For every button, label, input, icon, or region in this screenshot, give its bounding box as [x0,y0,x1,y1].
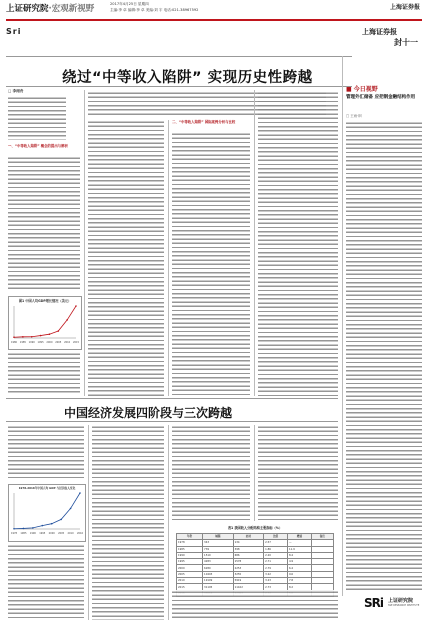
subhead-b: 二、“中等收入陷阱” 国际案例分析与比较 [172,120,236,124]
column-4-text [258,91,338,396]
table-cell: 2.71 [264,559,288,565]
column-divider [88,425,89,620]
chart-2 [8,484,86,542]
x-tick-label: 1980 [10,341,18,344]
sidebar-tag: ■ 今日视野 [346,86,378,93]
data-point [13,336,15,338]
table-cell: 398 [233,546,264,552]
column-2-text [88,120,164,396]
table-cell: 7.8 [287,578,311,584]
table-cell: — [287,540,311,546]
sidebar-title: 管理外汇储备 应把钢金融结构作用 [346,95,416,100]
table-cell: 6.4 [287,565,311,571]
masthead-rule [6,19,422,21]
table-cell: 9.6 [287,571,311,577]
article-author: □ 李雨舟 [8,89,24,93]
brand-subtitle: ·宏观新视野 [48,4,95,14]
column-divider [84,90,85,396]
x-tick-label: 2005 [58,532,65,535]
x-tick-label: 2005 [55,341,62,344]
x-tick-label: 1990 [28,341,35,344]
data-point [49,333,51,335]
table-header-cell: 比值 [264,534,288,540]
data-point [57,330,59,332]
x-tick-label: 2010 [64,341,71,344]
headline-rule-bottom [6,86,352,87]
data-point [51,523,53,525]
table-cell: 1978 [177,540,203,546]
table-cell: 3255 [233,571,264,577]
headline-rule-top [6,56,352,57]
data-point [32,527,34,529]
headline2-rule-top [6,398,338,399]
table-title: 表1 我国收入分配结构主要指标（%） [227,526,283,530]
table-cell: 739 [203,546,234,552]
column-1-text-lower [8,352,80,394]
table-cell: 11422 [233,584,264,590]
x-tick-label: 1978 [10,532,18,535]
table-cell: 3.22 [264,571,288,577]
chart-2-title: 1978-2016年中国人均 GDP 与居民收入变化 [18,486,76,490]
data-table [176,533,334,597]
table-header-cell: 城镇 [203,534,234,540]
data-point [66,319,68,321]
column-divider [168,120,169,396]
footer-logo-mark: SRi [364,596,383,610]
series-line [14,306,76,337]
table-cell: 2000 [177,565,203,571]
table-cell: 31195 [203,584,234,590]
article-lead-text [8,96,66,140]
table-cell: 2.79 [264,565,288,571]
x-tick-label: 2015 [72,341,79,344]
table-cell: 2.73 [264,584,288,590]
x-tick-label: 2016 [76,532,83,535]
table-cell: 343 [203,540,234,546]
brand-title: 上证研究院·宏观新视野 [6,4,95,14]
table-cell: 1.86 [264,546,288,552]
table-cell: 19109 [203,578,234,584]
table-cell: 8.4 [287,552,311,558]
table-cell: 686 [233,552,264,558]
article2-closing-text [172,590,338,620]
sidebar-author: □ 王雨·荆 [346,114,362,118]
article2-column-3-text [172,425,250,521]
table-cell: 8.2 [287,584,311,590]
data-point [23,528,25,530]
chart-1-plot [9,303,79,345]
x-tick-label: 1990 [29,532,36,535]
table-cell: 2.20 [264,552,288,558]
headline-main: 绕过“中等收入陷阱” 实现历史性跨越 [62,70,313,86]
data-point [40,335,42,337]
masthead-meta [110,2,198,13]
x-tick-label: 1995 [39,532,46,535]
data-point [75,305,77,307]
table-cell: 4.9 [287,559,311,565]
series-line [14,493,80,529]
editor-line: 主编:李 卓 编辑:李 卓 美编:刘 宇 电话:021-38967592 [110,7,199,12]
table-cell: 1990 [177,552,203,558]
column-1-text [8,156,80,292]
table-cell: 5919 [233,578,264,584]
data-point [70,508,72,510]
chart-1 [8,296,82,350]
data-point [13,528,15,530]
sidebar-divider [342,56,343,596]
x-tick-label: 1985 [19,341,26,344]
x-tick-label: 2010 [67,532,74,535]
table-cell: 2005 [177,571,203,577]
footer-logo [364,596,420,620]
x-tick-label: 2000 [46,341,53,344]
table-header-cell: 增速 [287,534,311,540]
table-header-cell: 年份 [177,534,203,540]
subhead-a: 一、“中等收入陷阱” 概念的提出与辨析 [8,144,68,148]
column-3-text [172,132,250,396]
article2-column-1-text-lower [8,544,84,620]
table-cell: 1995 [177,559,203,565]
table-header-cell: 备注 [311,534,333,540]
x-tick-label: 1995 [37,341,44,344]
section-tag-right: 上海证券报 [362,28,397,36]
table-cell: 3.23 [264,578,288,584]
page-number: 封十一 [394,38,418,47]
column-divider [254,425,255,521]
table-cell: 11.9 [287,546,311,552]
column-divider [168,425,169,620]
sidebar-text [346,121,422,591]
column-divider [254,90,255,396]
chart-axis [14,493,80,529]
chart-2-plot [9,490,83,536]
x-tick-label: 2000 [48,532,55,535]
data-point [31,336,33,338]
table-cell: 2015 [177,584,203,590]
table-cell: 1510 [203,552,234,558]
issue-date: 2017年4月25日 星期四 [110,2,149,6]
headline-secondary: 中国经济发展四阶段与三次跨越 [64,406,233,420]
article2-column-2-text [92,425,164,620]
chart-1-title: 图1 中国人均GDP增长情况（美元） [18,299,72,303]
chart-axis [14,306,76,338]
table-cell: 6280 [203,565,234,571]
table-cell: 4283 [203,559,234,565]
footer-logo-sub: SSE RESEARCH INSTITUTE [388,604,420,607]
headline2-rule-bottom [6,421,338,422]
table-cell: 10493 [203,571,234,577]
section-tag: Sri [6,27,22,36]
data-point [79,492,81,494]
table-cell: 2253 [233,565,264,571]
footer-logo-text: 上证研究院 [388,598,414,604]
newspaper-logo: 上海证券报 [389,4,420,11]
table-cell: 1985 [177,546,203,552]
data-point [60,519,62,521]
article2-column-4-text [258,425,338,521]
table-cell: 134 [233,540,264,546]
table-cell: 2.57 [264,540,288,546]
table-cell: 2010 [177,578,203,584]
table-cell: 1578 [233,559,264,565]
data-point [41,525,43,527]
article2-column-1-text [8,425,84,481]
table-header-cell: 农村 [233,534,264,540]
data-point [22,336,24,338]
x-tick-label: 1985 [20,532,27,535]
